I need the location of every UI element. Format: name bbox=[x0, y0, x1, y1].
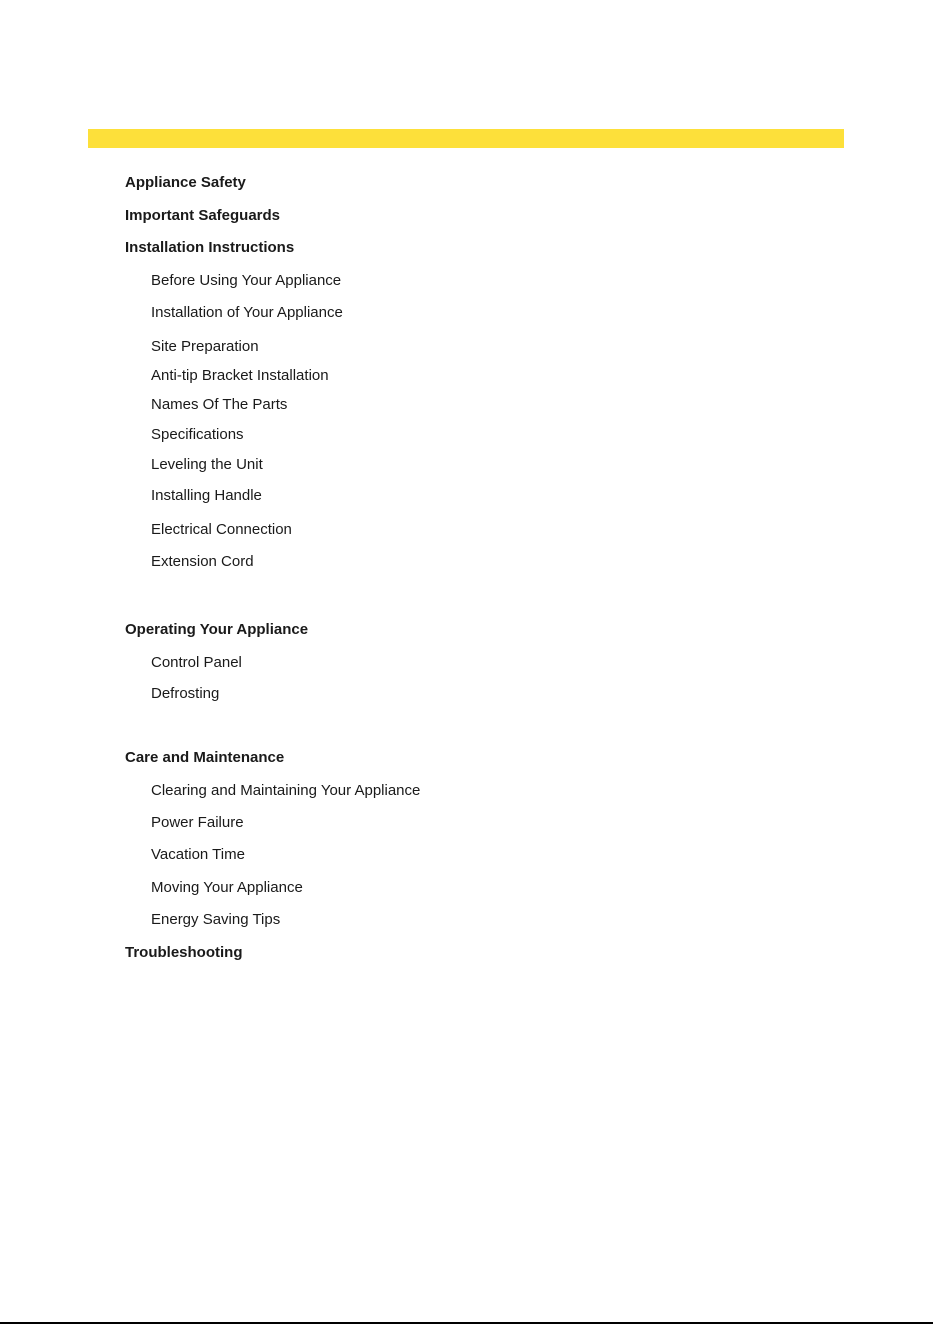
toc-item-extension-cord[interactable]: Extension Cord bbox=[151, 553, 254, 570]
toc-section-troubleshooting[interactable]: Troubleshooting bbox=[125, 944, 243, 961]
toc-item-installing-handle[interactable]: Installing Handle bbox=[151, 487, 262, 504]
toc-item-site-preparation[interactable]: Site Preparation bbox=[151, 338, 259, 355]
toc-item-leveling[interactable]: Leveling the Unit bbox=[151, 456, 263, 473]
toc-item-control-panel[interactable]: Control Panel bbox=[151, 654, 242, 671]
toc-item-anti-tip-bracket[interactable]: Anti-tip Bracket Installation bbox=[151, 367, 329, 384]
toc-item-energy-saving[interactable]: Energy Saving Tips bbox=[151, 911, 281, 928]
toc-item-vacation-time[interactable]: Vacation Time bbox=[151, 846, 245, 863]
toc-section-operating[interactable]: Operating Your Appliance bbox=[125, 621, 309, 638]
toc-item-installation[interactable]: Installation of Your Appliance bbox=[151, 304, 343, 321]
toc-item-moving[interactable]: Moving Your Appliance bbox=[151, 879, 303, 896]
toc-item-electrical-connection[interactable]: Electrical Connection bbox=[151, 521, 292, 538]
toc-item-power-failure[interactable]: Power Failure bbox=[151, 814, 244, 831]
toc-section-care[interactable]: Care and Maintenance bbox=[125, 749, 285, 766]
toc-section-appliance-safety[interactable]: Appliance Safety bbox=[125, 174, 246, 191]
toc-section-important-safeguards[interactable]: Important Safeguards bbox=[125, 207, 281, 224]
toc-section-installation-instructions[interactable]: Installation Instructions bbox=[125, 239, 295, 256]
toc-item-defrosting[interactable]: Defrosting bbox=[151, 685, 220, 702]
toc-item-specifications[interactable]: Specifications bbox=[151, 426, 244, 443]
toc-item-before-using[interactable]: Before Using Your Appliance bbox=[151, 272, 342, 289]
toc-item-names-of-parts[interactable]: Names Of The Parts bbox=[151, 396, 288, 413]
toc-item-cleaning[interactable]: Clearing and Maintaining Your Appliance bbox=[151, 782, 421, 799]
